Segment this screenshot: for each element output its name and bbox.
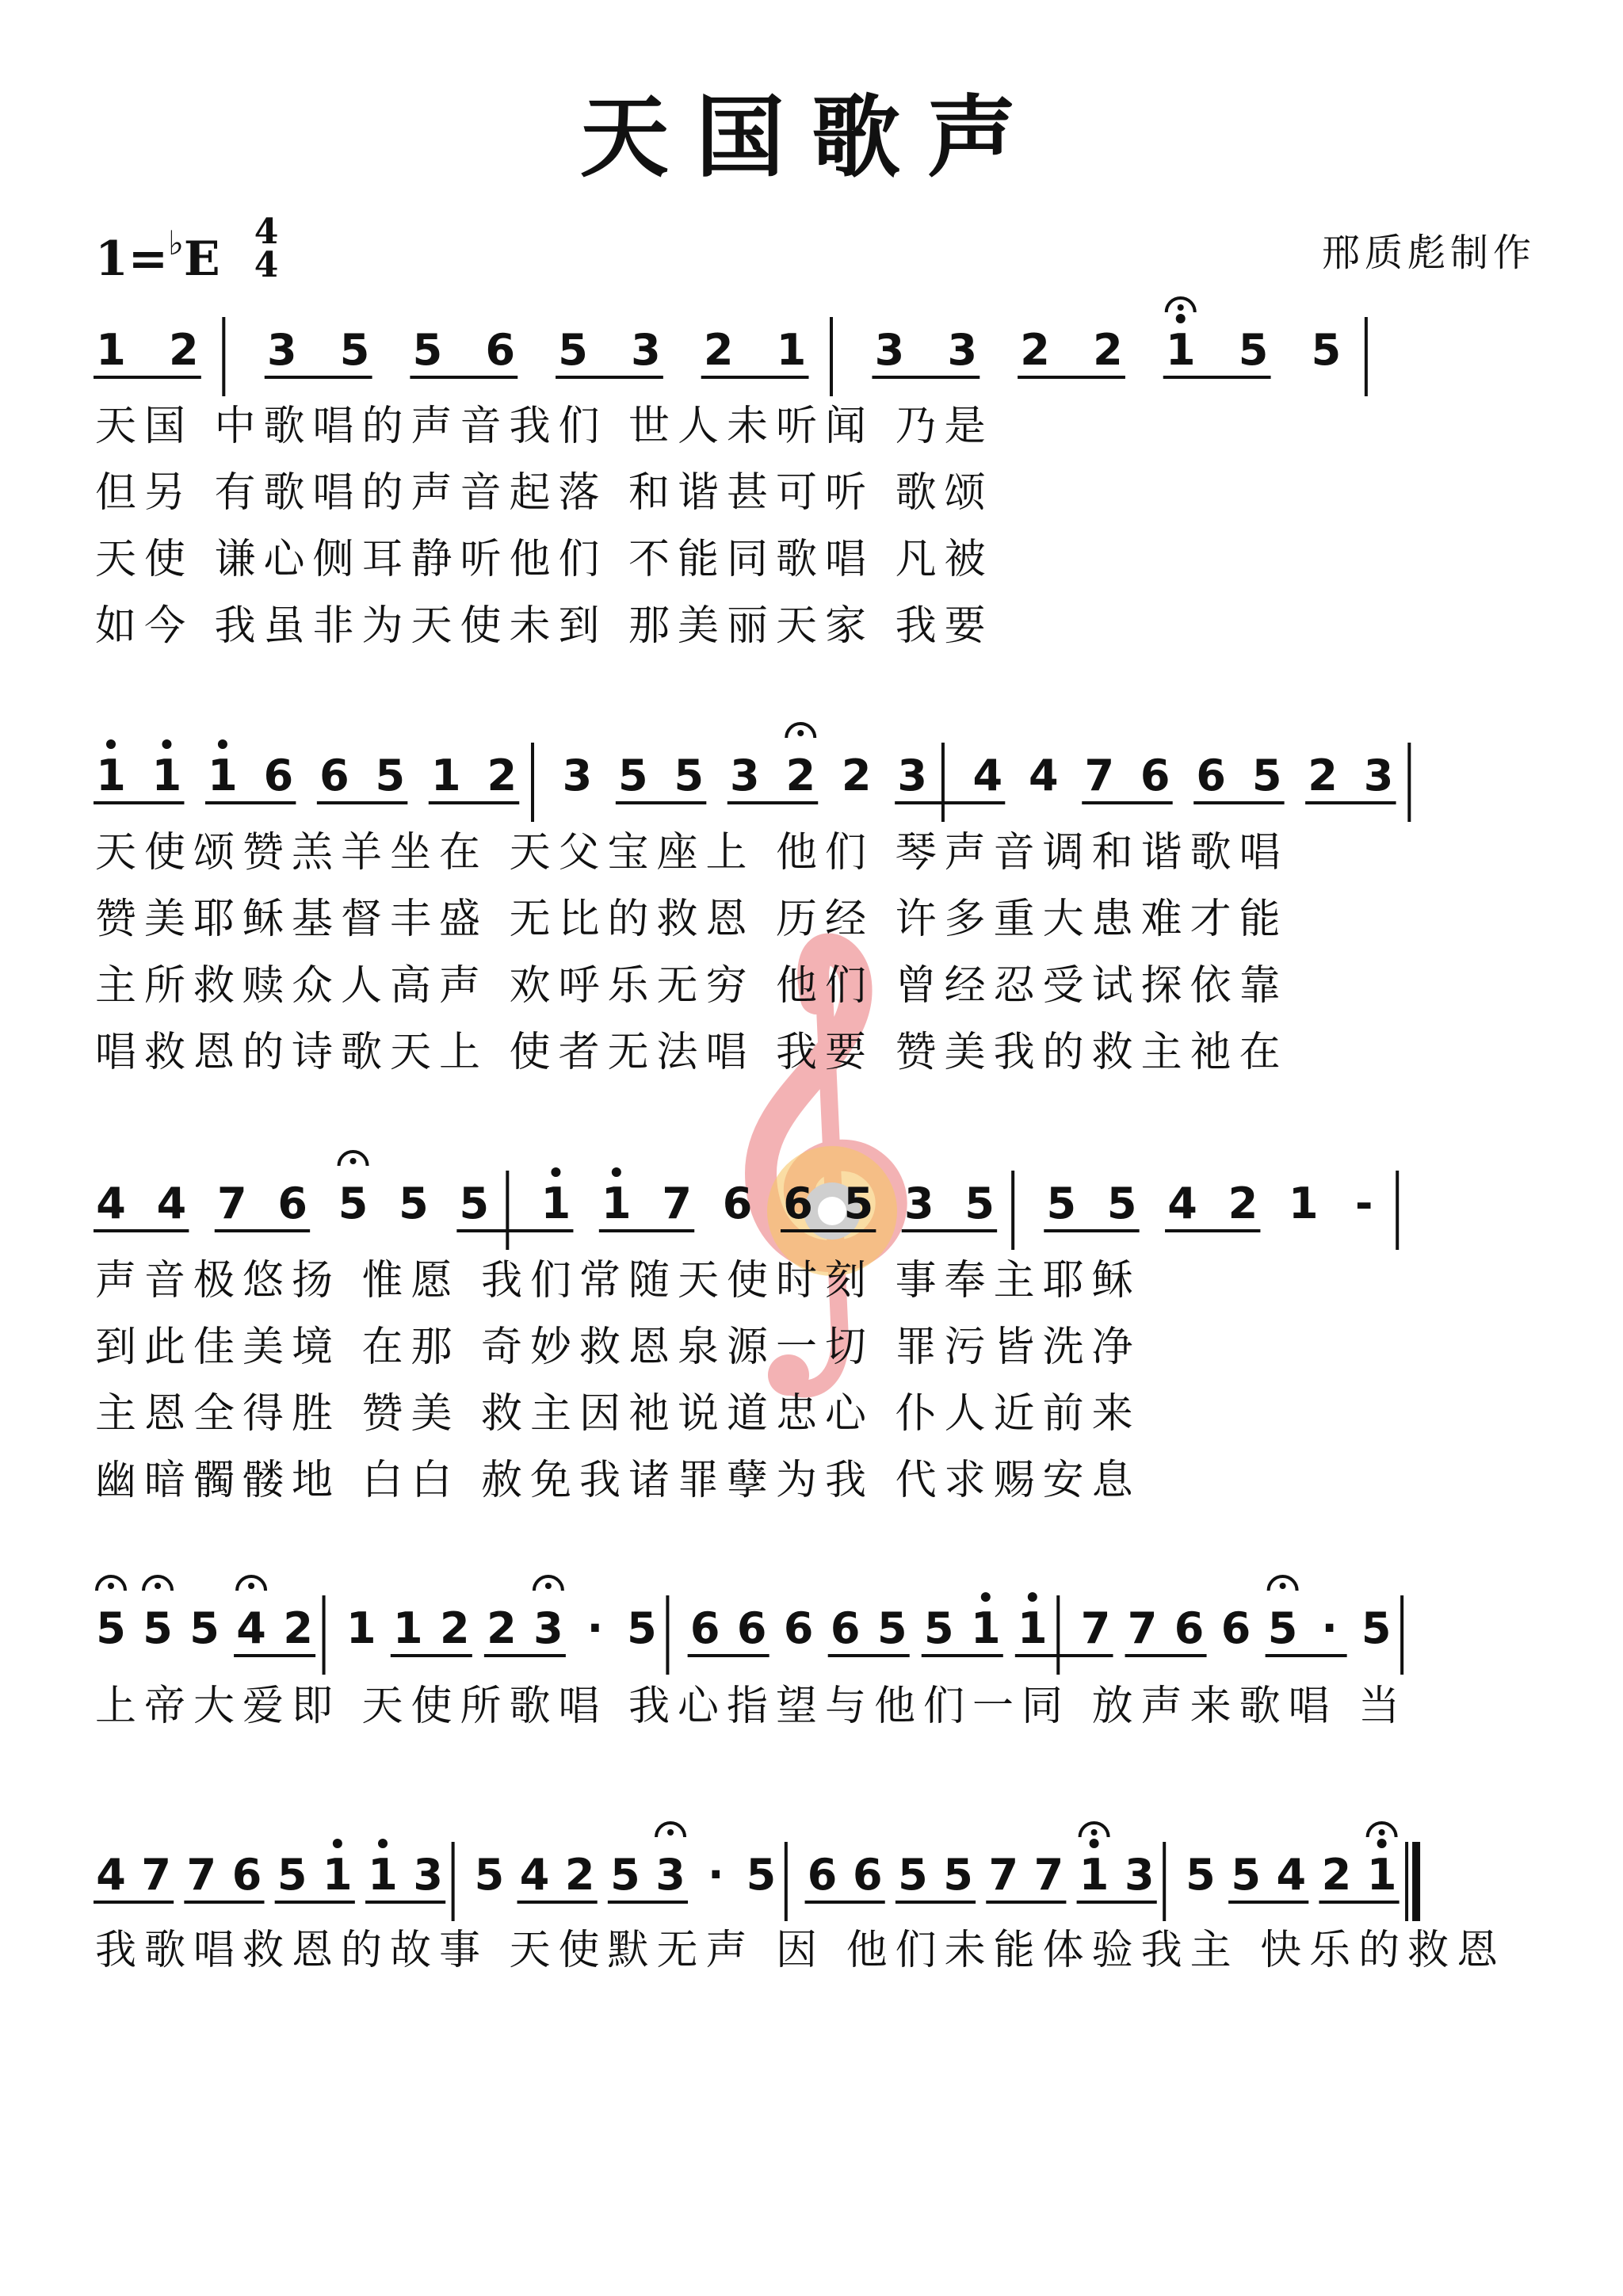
note: 7 [1080, 1603, 1111, 1653]
note: 5 [1186, 1850, 1216, 1900]
note: 5 [876, 1603, 907, 1653]
note: 1 [1079, 1850, 1109, 1900]
note: 4 [1167, 1179, 1197, 1228]
note: 5 [474, 1850, 505, 1900]
note: 5 [277, 1850, 307, 1900]
lyric-line: 主恩全得胜 赞美 救主因祂说道忠心 仆人近前来 [95, 1390, 1141, 1438]
note: 4 [1276, 1850, 1307, 1900]
note: 1 [1165, 325, 1196, 375]
note: 7 [1127, 1603, 1158, 1653]
fermata-dot [1379, 1829, 1385, 1836]
note: 1 [540, 1179, 571, 1228]
note: 2 [564, 1850, 595, 1900]
note: 5 [610, 1850, 640, 1900]
note: 3 [562, 751, 593, 800]
note: 5 [143, 1603, 173, 1653]
lyric-line: 赞美耶稣基督丰盛 无比的救恩 历经 许多重大患难才能 [95, 896, 1289, 943]
high-octave-dot [378, 1839, 388, 1848]
lyric-line: 上帝大爱即 天使所歌唱 我心指望与他们一同 放声来歌唱 当 [95, 1683, 1408, 1730]
note: 5 [1251, 751, 1282, 800]
key-prefix: 1= [95, 231, 169, 287]
note: 6 [830, 1603, 861, 1653]
note: 5 [1231, 1850, 1261, 1900]
time-signature-top: 4 [254, 212, 279, 252]
note: 3 [655, 1850, 685, 1900]
note: · [586, 1603, 604, 1653]
note: 5 [96, 1603, 126, 1653]
note: 5 [674, 751, 705, 800]
note: 2 [487, 751, 517, 800]
note: 3 [874, 325, 905, 375]
high-octave-dot [162, 739, 171, 749]
note: 5 [1046, 1179, 1077, 1228]
time-signature-bottom: 4 [254, 245, 279, 285]
note: 7 [662, 1179, 693, 1228]
fermata-dot [108, 1583, 114, 1589]
note: 5 [189, 1603, 220, 1653]
note: 5 [1267, 1603, 1298, 1653]
note: 5 [338, 1179, 369, 1228]
high-octave-dot [551, 1167, 560, 1177]
note: 1 [323, 1850, 353, 1900]
high-octave-dot [333, 1839, 342, 1848]
note: 5 [627, 1603, 657, 1653]
note: 6 [722, 1179, 753, 1228]
lyric-line: 声音极悠扬 惟愿 我们常随天使时刻 事奉主耶稣 [95, 1257, 1141, 1305]
note: 6 [807, 1850, 838, 1900]
note: 3 [729, 751, 760, 800]
note: 5 [339, 325, 370, 375]
note: · [1321, 1603, 1338, 1653]
note: 5 [399, 1179, 429, 1228]
note: 2 [1020, 325, 1050, 375]
note: 5 [412, 325, 443, 375]
lyric-line: 到此佳美境 在那 奇妙救恩泉源一切 罪污皆洗净 [95, 1324, 1141, 1371]
author-credit: 邢质彪制作 [1321, 231, 1536, 275]
note: 2 [785, 751, 816, 800]
high-octave-dot [1028, 1592, 1037, 1602]
note: 2 [487, 1603, 517, 1653]
high-octave-dot [1176, 314, 1186, 323]
note: 5 [618, 751, 648, 800]
high-octave-dot [1377, 1839, 1387, 1848]
note: 5 [1238, 325, 1269, 375]
note: 2 [1321, 1850, 1352, 1900]
note: 1 [208, 751, 238, 800]
note: 1 [431, 751, 461, 800]
note: 3 [903, 1179, 934, 1228]
note: 1 [1366, 1850, 1397, 1900]
note: 1 [96, 751, 126, 800]
note: 3 [413, 1850, 443, 1900]
fermata-dot [248, 1583, 254, 1589]
fermata-dot [797, 730, 804, 736]
note: 5 [843, 1179, 874, 1228]
fermata-dot [1280, 1583, 1286, 1589]
note: 3 [947, 325, 978, 375]
note: 2 [283, 1603, 313, 1653]
lyric-line: 我歌唱救恩的故事 天使默无声 因 他们未能体验我主 快乐的救恩 [95, 1927, 1507, 1974]
lyric-line: 天国 中歌唱的声音我们 世人未听闻 乃是 [95, 403, 994, 450]
note: 1 [970, 1603, 1001, 1653]
note: 3 [533, 1603, 563, 1653]
note: 6 [231, 1850, 262, 1900]
note: 7 [141, 1850, 171, 1900]
note: 5 [375, 751, 406, 800]
note: 3 [1363, 751, 1394, 800]
fermata-dot [155, 1583, 161, 1589]
note: 2 [703, 325, 734, 375]
fermata-dot [1091, 1829, 1098, 1836]
note: 6 [263, 751, 294, 800]
lyric-line: 但另 有歌唱的声音起落 和谐甚可听 歌颂 [95, 469, 994, 517]
note: 1 [1289, 1179, 1319, 1228]
note: 5 [923, 1603, 954, 1653]
note: 5 [943, 1850, 973, 1900]
note: 4 [96, 1850, 126, 1900]
lyric-line: 唱救恩的诗歌天上 使者无法唱 我要 赞美我的救主祂在 [95, 1029, 1289, 1076]
note: 4 [236, 1603, 266, 1653]
note: 4 [156, 1179, 187, 1228]
note: 6 [1196, 751, 1226, 800]
note: 4 [1028, 751, 1059, 800]
note: 7 [216, 1179, 247, 1228]
note: 3 [1124, 1850, 1155, 1900]
note: 1 [601, 1179, 632, 1228]
note: 1 [393, 1603, 423, 1653]
note: 6 [783, 1603, 814, 1653]
note: 6 [319, 751, 349, 800]
note: 6 [689, 1603, 720, 1653]
song-title: 天国歌声 [580, 86, 1043, 189]
note: - [1354, 1179, 1373, 1228]
note: 1 [346, 1603, 376, 1653]
note: 2 [169, 325, 199, 375]
note: 2 [841, 751, 872, 800]
note: 5 [1361, 1603, 1392, 1653]
note: 5 [1106, 1179, 1137, 1228]
note: 5 [898, 1850, 928, 1900]
note: 5 [964, 1179, 995, 1228]
lyric-line: 主所救赎众人高声 欢呼乐无穷 他们 曾经忍受试探依靠 [95, 962, 1289, 1010]
note: 4 [96, 1179, 126, 1228]
flat-sign: ♭ [168, 223, 184, 262]
note: 3 [631, 325, 661, 375]
note: 6 [852, 1850, 883, 1900]
note: 5 [459, 1179, 490, 1228]
lyric-line: 幽暗髑髅地 白白 赦免我诸罪孽为我 代求赐安息 [95, 1457, 1141, 1504]
note: 1 [96, 325, 126, 375]
fermata-dot [667, 1829, 674, 1836]
note: 6 [1174, 1603, 1205, 1653]
note: 3 [897, 751, 927, 800]
key-note: E [183, 231, 220, 287]
note: 3 [266, 325, 297, 375]
note: 6 [277, 1179, 307, 1228]
high-octave-dot [1090, 1839, 1099, 1848]
fermata-dot [1178, 304, 1184, 311]
note: · [707, 1850, 724, 1900]
note: 2 [440, 1603, 470, 1653]
high-octave-dot [981, 1592, 991, 1602]
note: 6 [1140, 751, 1170, 800]
note: 7 [186, 1850, 217, 1900]
fermata-dot [350, 1158, 357, 1164]
high-octave-dot [218, 739, 227, 749]
note: 2 [1228, 1179, 1258, 1228]
high-octave-dot [612, 1167, 621, 1177]
note: 6 [485, 325, 516, 375]
note: 4 [519, 1850, 550, 1900]
note: 6 [1220, 1603, 1251, 1653]
note: 7 [1084, 751, 1115, 800]
note: 1 [151, 751, 182, 800]
high-octave-dot [106, 739, 116, 749]
note: 5 [1311, 325, 1342, 375]
lyric-line: 如今 我虽非为天使未到 那美丽天家 我要 [95, 602, 994, 650]
note: 7 [988, 1850, 1019, 1900]
note: 2 [1308, 751, 1338, 800]
note: 6 [783, 1179, 813, 1228]
note: 1 [776, 325, 807, 375]
note: 4 [972, 751, 1003, 800]
note: 7 [1033, 1850, 1064, 1900]
note: 6 [736, 1603, 767, 1653]
note: 5 [558, 325, 588, 375]
note: 1 [368, 1850, 398, 1900]
lyric-line: 天使颂赞羔羊坐在 天父宝座上 他们 琴声音调和谐歌唱 [95, 829, 1289, 877]
fermata-dot [545, 1583, 552, 1589]
note: 1 [1018, 1603, 1048, 1653]
note: 2 [1093, 325, 1123, 375]
lyric-line: 天使 谦心侧耳静听他们 不能同歌唱 凡被 [95, 536, 994, 583]
note: 5 [746, 1850, 777, 1900]
